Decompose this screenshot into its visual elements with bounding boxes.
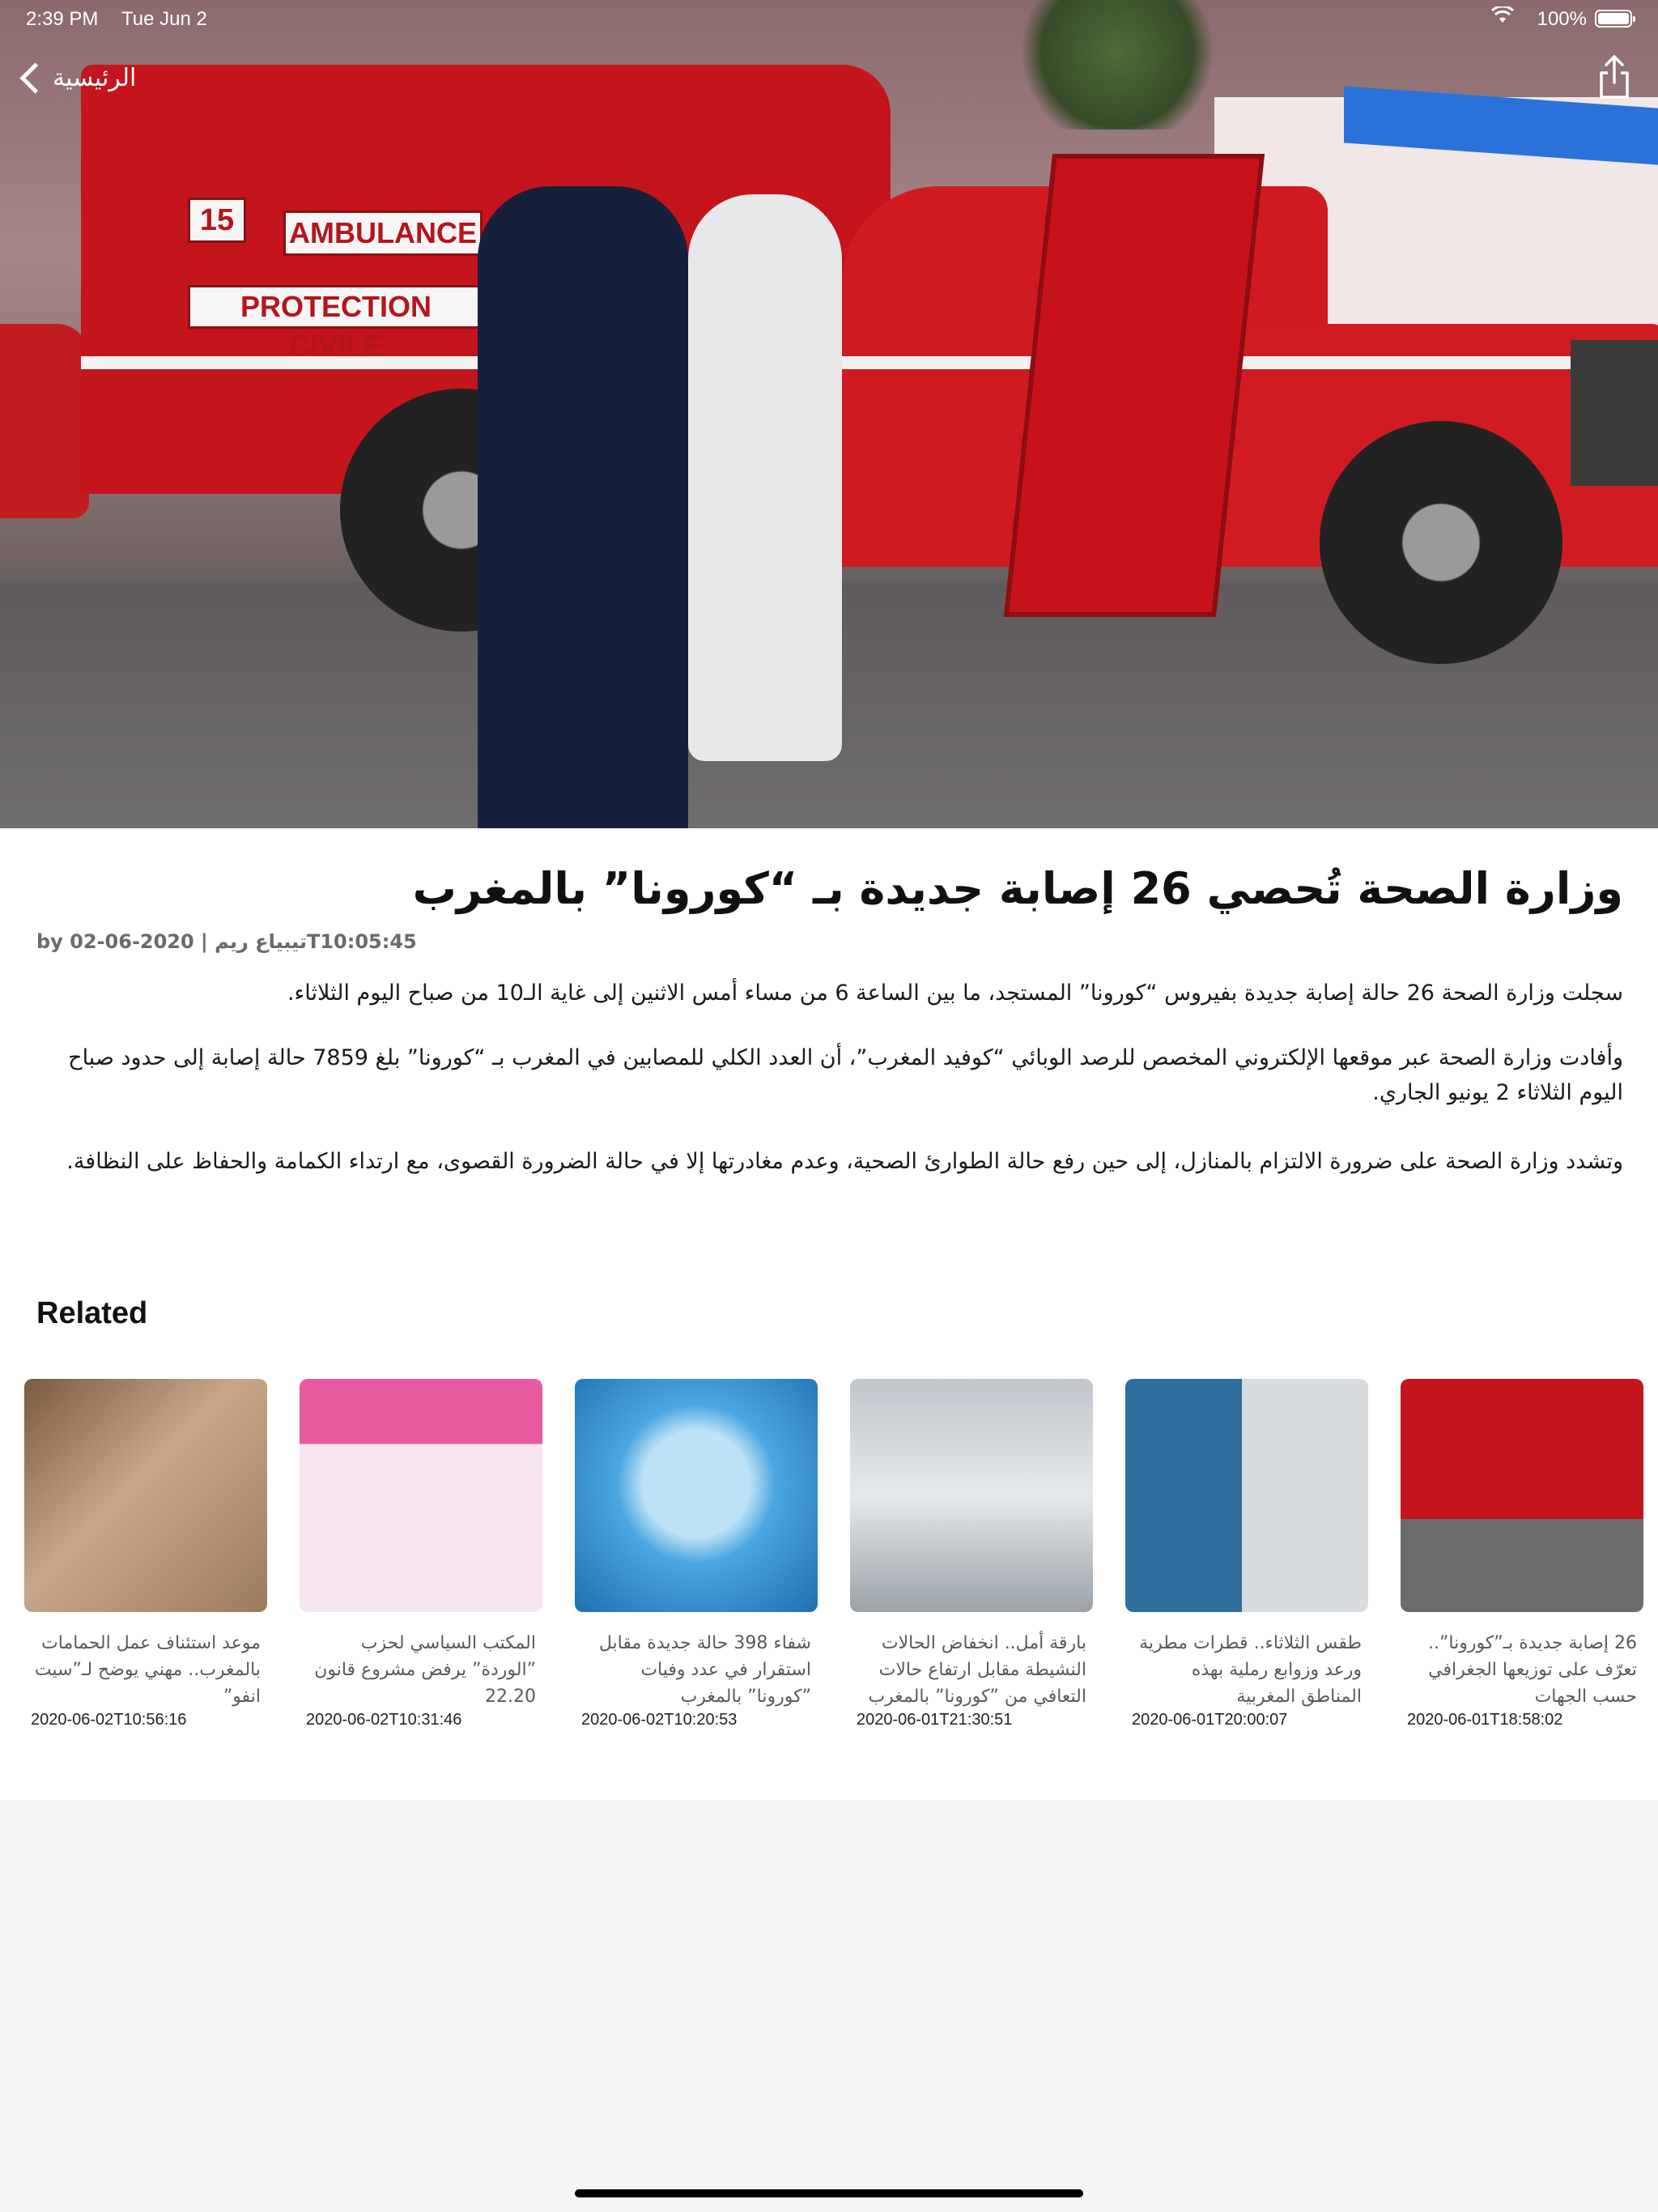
- status-time: 2:39 PM: [26, 8, 99, 30]
- share-icon: [1595, 53, 1634, 102]
- related-list: [24, 1379, 1643, 1751]
- related-thumbnail: [300, 1379, 542, 1612]
- battery-icon: [1595, 10, 1632, 28]
- related-card[interactable]: [24, 1379, 267, 1729]
- home-indicator[interactable]: [575, 2189, 1083, 2197]
- related-title: المكتب السياسي لحزب ”الوردة” يرفض مشروع قانون 22.20: [314, 1633, 536, 1707]
- hero-front-wheel: [1320, 421, 1562, 664]
- hero-image: [0, 0, 1658, 828]
- article-paragraph-3: وتشدد وزارة الصحة على ضرورة الالتزام بالمنازل، إلى حين رفع حالة الطوارئ الصحية، وعدم مغادرتها إلا في حالة الضرورة القصوى، مع ارتداء الكمامة والحفاظ على النظافة.: [66, 1149, 1623, 1174]
- share-button[interactable]: [1595, 53, 1634, 102]
- related-heading: Related: [36, 1296, 148, 1330]
- related-title: 26 إصابة جديدة بـ”كورونا”.. تعرّف على توزيعها الجغرافي حسب الجهات: [1427, 1633, 1637, 1707]
- related-card[interactable]: [1125, 1379, 1368, 1729]
- related-thumbnail: [850, 1379, 1093, 1612]
- article-paragraph-2: وأفادت وزارة الصحة عبر موقعها الإلكتروني المخصص للرصد الوبائي “كوفيد المغرب”، أن العدد الكلي للمصابين في المغرب بـ “كورونا” بلغ 7859 حالة إصابة إلى حدود صباح اليوم الثلاثاء 2 يونيو الجاري.: [68, 1045, 1623, 1106]
- hero-medic-figure: [688, 194, 842, 761]
- hero-sign-number: 15: [188, 198, 246, 243]
- related-title: شفاء 398 حالة جديدة مقابل استقرار في عدد وفيات ”كورونا” بالمغرب: [598, 1633, 811, 1707]
- back-button[interactable]: [16, 53, 136, 102]
- related-card[interactable]: [1401, 1379, 1643, 1729]
- related-date: 2020-06-01T18:58:02: [1407, 1711, 1563, 1729]
- related-date: 2020-06-02T10:20:53: [581, 1711, 738, 1729]
- related-thumbnail: [575, 1379, 818, 1612]
- related-date: 2020-06-01T20:00:07: [1132, 1711, 1288, 1729]
- related-card[interactable]: [300, 1379, 542, 1729]
- battery-percent: 100%: [1537, 8, 1587, 30]
- back-label: الرئيسية: [53, 63, 137, 92]
- article: [0, 828, 1658, 1800]
- related-date: 2020-06-01T21:30:51: [857, 1711, 1013, 1729]
- related-card[interactable]: [850, 1379, 1093, 1729]
- hero-sign-ambulance: AMBULANCE: [283, 211, 483, 256]
- article-title: وزارة الصحة تُحصي 26 إصابة جديدة بـ “كورونا” بالمغرب: [412, 863, 1623, 914]
- related-date: 2020-06-02T10:31:46: [306, 1711, 462, 1729]
- related-thumbnail: [24, 1379, 267, 1612]
- hero-officer-figure: [478, 186, 688, 828]
- status-date: Tue Jun 2: [121, 8, 207, 30]
- chevron-left-icon: [19, 62, 50, 93]
- related-title: طقس الثلاثاء.. قطرات مطرية ورعد وزوابع رملية بهذه المناطق المغربية: [1139, 1633, 1362, 1707]
- related-date: 2020-06-02T10:56:16: [31, 1711, 187, 1729]
- hero-ambulance-grill: [1571, 340, 1658, 486]
- related-title: بارقة أمل.. انخفاض الحالات النشيطة مقابل ارتفاع حالات التعافي من ”كورونا” بالمغرب: [868, 1633, 1086, 1707]
- wifi-icon: [1491, 6, 1514, 30]
- related-card[interactable]: [575, 1379, 818, 1729]
- hero-parked-car: [0, 324, 89, 518]
- status-bar: [0, 0, 1658, 39]
- related-thumbnail: [1401, 1379, 1643, 1612]
- empty-background: [0, 1800, 1658, 2212]
- related-thumbnail: [1125, 1379, 1368, 1612]
- article-paragraph-1: سجلت وزارة الصحة 26 حالة إصابة جديدة بفيروس “كورونا” المستجد، ما بين الساعة 6 من مساء أمس الاثنين إلى غاية الـ10 من صباح اليوم الثلاثاء.: [287, 981, 1623, 1006]
- article-meta: by 02-06-2020 | تيبياع ريمT10:05:45: [36, 930, 417, 953]
- related-title: موعد استئناف عمل الحمامات بالمغرب.. مهني يوضح لـ”سيت انفو”: [34, 1633, 261, 1707]
- hero-sign-protection: PROTECTION CIVILE: [188, 285, 484, 329]
